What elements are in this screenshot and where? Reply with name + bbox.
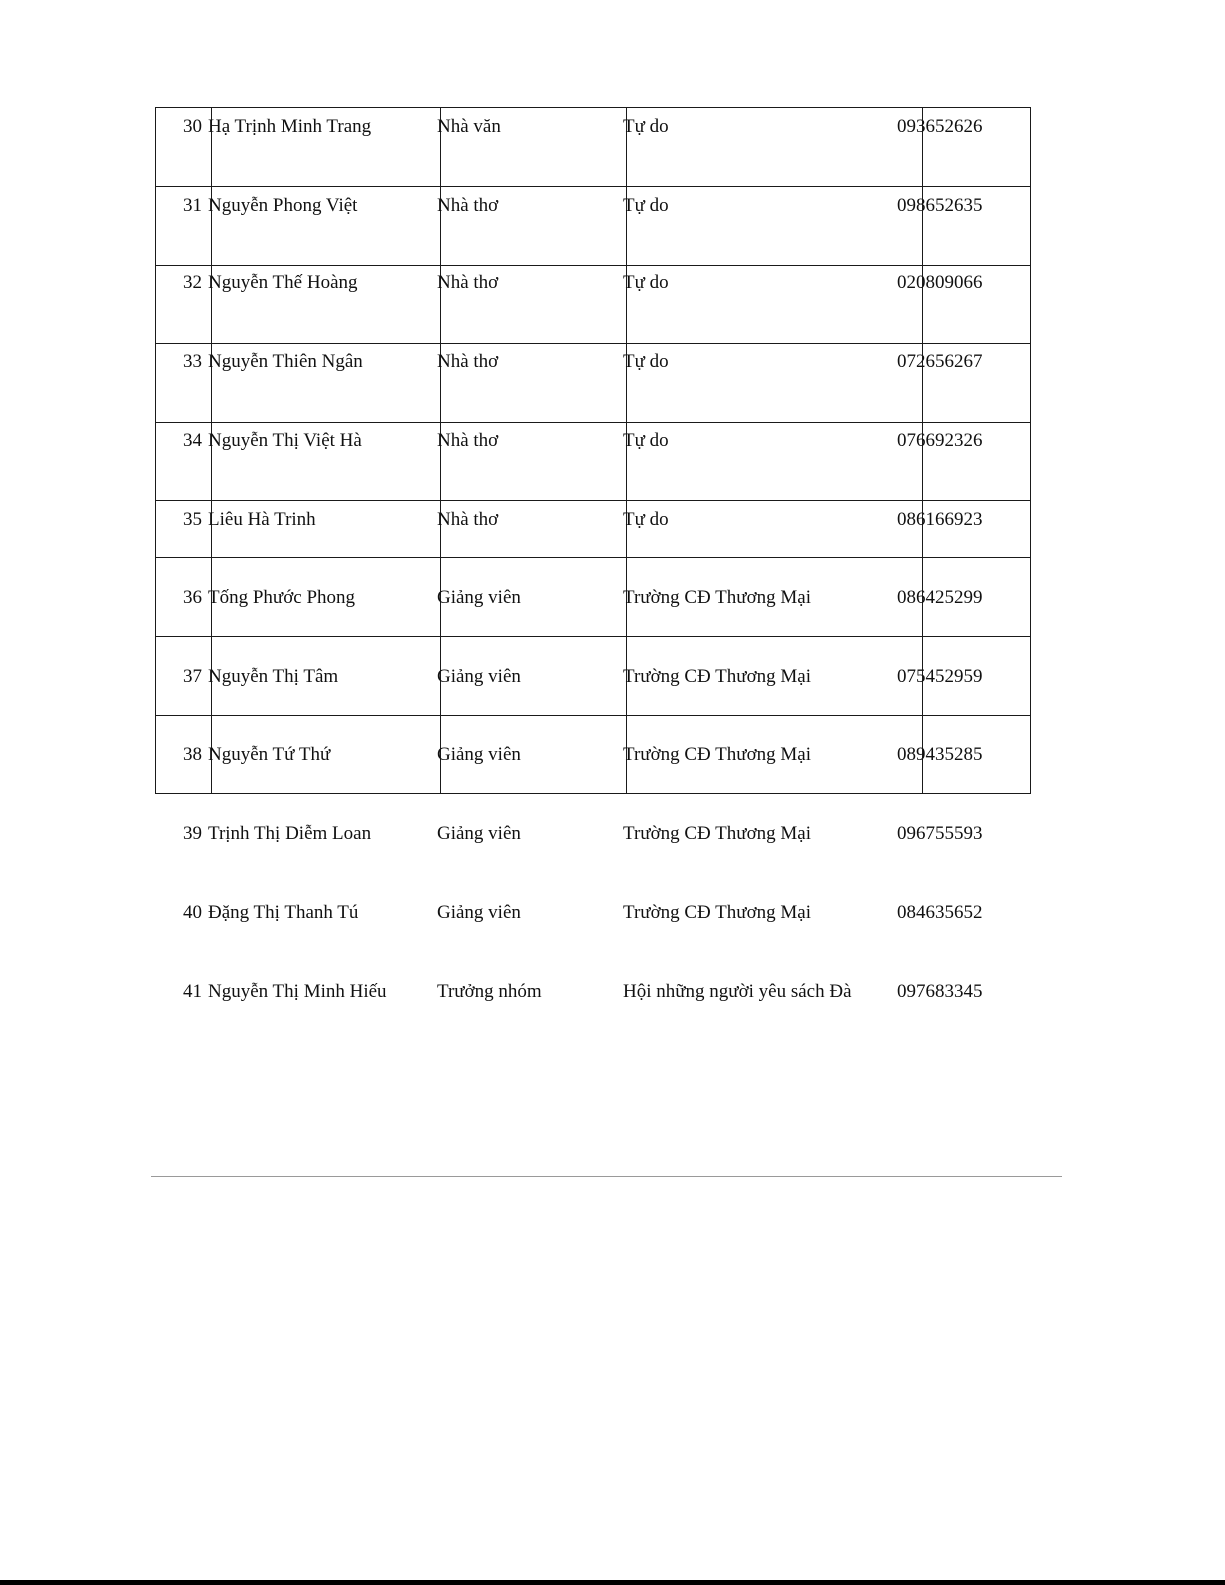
row-number: 34 (183, 430, 202, 451)
person-name: Nguyễn Thiên Ngân (208, 351, 363, 372)
job-title: Giảng viên (437, 587, 521, 608)
table-row (0, 426, 1225, 456)
table-row (0, 662, 1225, 692)
job-title: Nhà thơ (437, 351, 499, 372)
job-title: Giảng viên (437, 666, 521, 687)
table-border-line (155, 500, 1031, 501)
job-title: Nhà thơ (437, 272, 499, 293)
organization: Tự do (623, 272, 669, 293)
organization: Hội những người yêu sách Đà (623, 981, 852, 1002)
row-number: 37 (183, 666, 202, 687)
row-number: 32 (183, 272, 202, 293)
table-row (0, 347, 1225, 377)
job-title: Giảng viên (437, 744, 521, 765)
person-name: Tống Phước Phong (208, 587, 356, 608)
organization: Trường CĐ Thương Mại (623, 902, 811, 923)
person-name: Hạ Trịnh Minh Trang (208, 116, 372, 137)
row-number: 35 (183, 509, 202, 530)
phone-number: 096755593 (897, 823, 983, 844)
phone-number: 086425299 (897, 587, 983, 608)
phone-number: 086166923 (897, 509, 983, 530)
table-border-line (155, 422, 1031, 423)
person-name: Trịnh Thị Diễm Loan (208, 823, 372, 844)
organization: Trường CĐ Thương Mại (623, 823, 811, 844)
row-number: 31 (183, 195, 202, 216)
row-number: 30 (183, 116, 202, 137)
phone-number: 098652635 (897, 195, 983, 216)
job-title: Nhà thơ (437, 195, 499, 216)
organization: Tự do (623, 116, 669, 137)
job-title: Giảng viên (437, 902, 521, 923)
person-name: Nguyễn Thế Hoàng (208, 272, 358, 293)
person-name: Đặng Thị Thanh Tú (208, 902, 359, 923)
organization: Trường CĐ Thương Mại (623, 666, 811, 687)
page-bottom-edge (0, 1580, 1225, 1585)
table-row (0, 112, 1225, 142)
table-border-line (155, 793, 1031, 794)
table-row (0, 191, 1225, 221)
job-title: Trưởng nhóm (437, 981, 542, 1002)
phone-number: 089435285 (897, 744, 983, 765)
organization: Tự do (623, 351, 669, 372)
page-separator-line (151, 1176, 1062, 1177)
table-row (0, 740, 1225, 770)
row-number: 38 (183, 744, 202, 765)
phone-number: 084635652 (897, 902, 983, 923)
phone-number: 020809066 (897, 272, 983, 293)
table-border-line (155, 186, 1031, 187)
table-row (0, 898, 1225, 928)
organization: Trường CĐ Thương Mại (623, 587, 811, 608)
job-title: Nhà thơ (437, 430, 499, 451)
person-name: Nguyễn Thị Minh Hiếu (208, 981, 387, 1002)
job-title: Nhà thơ (437, 509, 499, 530)
organization: Tự do (623, 195, 669, 216)
person-name: Nguyễn Thị Việt Hà (208, 430, 362, 451)
phone-number: 097683345 (897, 981, 983, 1002)
organization: Tự do (623, 509, 669, 530)
table-border-line (155, 557, 1031, 558)
table-row (0, 819, 1225, 849)
table-border-line (155, 107, 1031, 108)
row-number: 40 (183, 902, 202, 923)
person-name: Nguyễn Thị Tâm (208, 666, 339, 687)
person-name: Nguyễn Phong Việt (208, 195, 358, 216)
phone-number: 076692326 (897, 430, 983, 451)
phone-number: 072656267 (897, 351, 983, 372)
table-row (0, 505, 1225, 535)
table-row (0, 977, 1225, 1007)
table-row (0, 583, 1225, 613)
job-title: Giảng viên (437, 823, 521, 844)
person-name: Nguyễn Tứ Thứ (208, 744, 331, 765)
row-number: 36 (183, 587, 202, 608)
table-row (0, 268, 1225, 298)
organization: Trường CĐ Thương Mại (623, 744, 811, 765)
row-number: 39 (183, 823, 202, 844)
row-number: 33 (183, 351, 202, 372)
row-number: 41 (183, 981, 202, 1002)
organization: Tự do (623, 430, 669, 451)
table-border-line (155, 636, 1031, 637)
table-border-line (155, 343, 1031, 344)
job-title: Nhà văn (437, 116, 501, 137)
phone-number: 093652626 (897, 116, 983, 137)
person-name: Liêu Hà Trinh (208, 509, 316, 530)
table-border-line (155, 715, 1031, 716)
table-border-line (155, 265, 1031, 266)
phone-number: 075452959 (897, 666, 983, 687)
